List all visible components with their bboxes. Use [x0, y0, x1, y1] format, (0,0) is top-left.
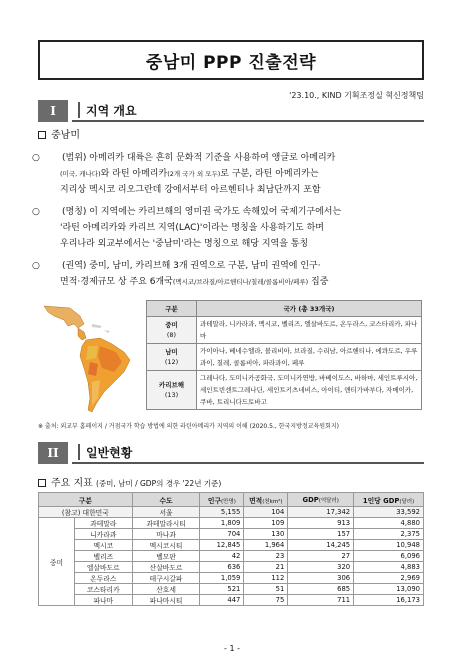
table-cell: 멕시코 [74, 540, 132, 551]
table-cell: 14,245 [288, 540, 354, 551]
indicators-table [38, 492, 424, 606]
region-countries-cell: 그레나다, 도미니카공화국, 도미니카연방, 바베이도스, 바하마, 세인트루시아, 세인트빈센트그레나딘, 세인트키츠네비스, 아이티, 앤티가바부다, 자메이카, 쿠바, 트리니다드토바고 [197, 371, 422, 410]
column-header: GDP(억달러) [288, 493, 354, 507]
section-1-header [38, 100, 424, 122]
table-header-row [39, 493, 424, 507]
table-cell: 산살바도르 [132, 562, 200, 573]
square-bullet-icon [38, 479, 46, 487]
group-label-cell: 중미 [39, 518, 75, 606]
column-header: 인구(만명) [200, 493, 244, 507]
table-cell: 파나마시티 [132, 595, 200, 606]
column-header: 1인당 GDP(달러) [354, 493, 424, 507]
table-cell: 1,964 [244, 540, 288, 551]
region-name-cell: 카리브해 (13) [147, 371, 197, 410]
page-number: - 1 - [224, 644, 240, 653]
table-row [147, 317, 422, 344]
section-divider [78, 102, 80, 118]
table-header-row [147, 301, 422, 317]
table-row [147, 371, 422, 410]
overview-scope-paragraph: ○ (범위) 아메리카 대륙은 흔히 문화적 기준을 사용하여 앵글로 아메리카 (미국, 캐나다)와 라틴 아메리카(2개 국가 외 모두)로 구분, 라틴 아메리카는 지리상 멕시코 리오그란데 강에서부터 아르헨티나 최남단까지 포함 [38, 150, 428, 198]
table-cell: 13,090 [354, 584, 424, 595]
table-cell: 306 [288, 573, 354, 584]
table-row [39, 507, 424, 518]
table-cell: 4,883 [354, 562, 424, 573]
table-cell: 테구시갈파 [132, 573, 200, 584]
table-cell: 마나과 [132, 529, 200, 540]
region-countries-cell: 가이아나, 베네수엘라, 볼리비아, 브라질, 수리남, 아르헨티나, 에콰도르, 우루과이, 칠레, 콜롬비아, 파라과이, 페루 [197, 344, 422, 371]
table-row [39, 584, 424, 595]
table-cell: 320 [288, 562, 354, 573]
table-cell: 벨리즈 [74, 551, 132, 562]
table-cell: 니카라과 [74, 529, 132, 540]
circle-bullet-icon: ○ [32, 153, 40, 163]
table-cell: 1,059 [200, 573, 244, 584]
table-cell: 27 [288, 551, 354, 562]
section-1-title: 지역 개요 [86, 103, 137, 118]
table-cell: 521 [200, 584, 244, 595]
table-cell: 112 [244, 573, 288, 584]
table-cell: 2,375 [354, 529, 424, 540]
table-cell: 벨모판 [132, 551, 200, 562]
table-cell: 447 [200, 595, 244, 606]
table-cell: 75 [244, 595, 288, 606]
table-row [147, 344, 422, 371]
table-cell: 5,155 [200, 507, 244, 518]
table-cell: 685 [288, 584, 354, 595]
square-bullet-icon [38, 131, 46, 139]
region-table [146, 300, 422, 410]
table-cell: 33,592 [354, 507, 424, 518]
table-cell: 51 [244, 584, 288, 595]
table-cell: 과테말라 [74, 518, 132, 529]
circle-bullet-icon: ○ [32, 261, 40, 271]
document-title-box [38, 40, 424, 80]
document-title: 중남미 PPP 진출전략 [145, 52, 317, 73]
table-row [39, 595, 424, 606]
ref-country-cell: (참고) 대한민국 [39, 507, 133, 518]
column-header: 구분 [147, 301, 197, 317]
table-cell: 코스타리카 [74, 584, 132, 595]
table-cell: 23 [244, 551, 288, 562]
region-countries-cell: 과테말라, 니카라과, 멕시코, 벨리즈, 엘살바도르, 온두라스, 코스타리카, 파나마 [197, 317, 422, 344]
table-cell: 42 [200, 551, 244, 562]
table-row [39, 518, 424, 529]
table-cell: 서울 [132, 507, 200, 518]
region-name-cell: 중미 (8) [147, 317, 197, 344]
section-divider [78, 444, 80, 460]
table-cell: 104 [244, 507, 288, 518]
table-cell: 17,342 [288, 507, 354, 518]
section-2-number: II [38, 442, 68, 464]
region-name-cell: 남미 (12) [147, 344, 197, 371]
table-cell: 636 [200, 562, 244, 573]
table-row [39, 562, 424, 573]
column-header: 국가 (총 33개국) [197, 301, 422, 317]
table-cell: 6,096 [354, 551, 424, 562]
table-row [39, 551, 424, 562]
table-cell: 과테말라시티 [132, 518, 200, 529]
latin-america-map-image [40, 302, 140, 414]
source-note: ※ 출처: 외교부 홈페이지 / 거점국가 학습 방법에 의한 라틴아메리카 지역의 이해 (2020.5., 한국지방정교육원회지) [38, 423, 339, 430]
column-header: 구분 [39, 493, 133, 507]
table-cell: 산호세 [132, 584, 200, 595]
section-2-title: 일반현황 [86, 445, 133, 460]
table-cell: 10,948 [354, 540, 424, 551]
table-cell: 157 [288, 529, 354, 540]
table-row [39, 573, 424, 584]
table-cell: 4,880 [354, 518, 424, 529]
column-header: 수도 [132, 493, 200, 507]
indicators-heading: 주요 지표 (중미, 남미 / GDP의 경우 '22년 기준) [38, 474, 221, 489]
section-2-header [38, 442, 424, 464]
overview-heading: 중남미 [38, 128, 428, 144]
table-cell: 12,845 [200, 540, 244, 551]
overview-region-paragraph: ○ (권역) 중미, 남미, 카리브해 3개 권역으로 구분, 남미 권역에 인구· 면적·경제규모 상 주요 6개국(멕시코/브라질/아르헨티나/칠레/콜롬비아/페루) 집중 [38, 258, 428, 290]
table-cell: 파나마 [74, 595, 132, 606]
table-cell: 2,969 [354, 573, 424, 584]
table-cell: 21 [244, 562, 288, 573]
table-cell: 711 [288, 595, 354, 606]
section-1-number: I [38, 100, 68, 122]
table-cell: 16,173 [354, 595, 424, 606]
circle-bullet-icon: ○ [32, 207, 40, 217]
table-row [39, 540, 424, 551]
document-subtitle: '23.10., KIND 기획조정실 혁신정책팀 [289, 91, 424, 100]
table-cell: 온두라스 [74, 573, 132, 584]
table-cell: 130 [244, 529, 288, 540]
section-1-title-wrap [72, 100, 424, 122]
section-2-title-wrap [72, 442, 424, 464]
table-cell: 멕시코시티 [132, 540, 200, 551]
table-cell: 913 [288, 518, 354, 529]
table-cell: 109 [244, 518, 288, 529]
table-cell: 엘살바도르 [74, 562, 132, 573]
table-row [39, 529, 424, 540]
overview-naming-paragraph: ○ (명칭) 이 지역에는 카리브해의 영미권 국가도 속해있어 국제기구에서는 '라틴 아메리카와 카리브 지역(LAC)'이라는 명칭을 사용하기도 하며 우리나라 외교부에서는 '중남미'라는 명칭으로 해당 지역을 통칭 [38, 204, 428, 252]
table-cell: 1,809 [200, 518, 244, 529]
table-cell: 704 [200, 529, 244, 540]
column-header: 면적(천km²) [244, 493, 288, 507]
